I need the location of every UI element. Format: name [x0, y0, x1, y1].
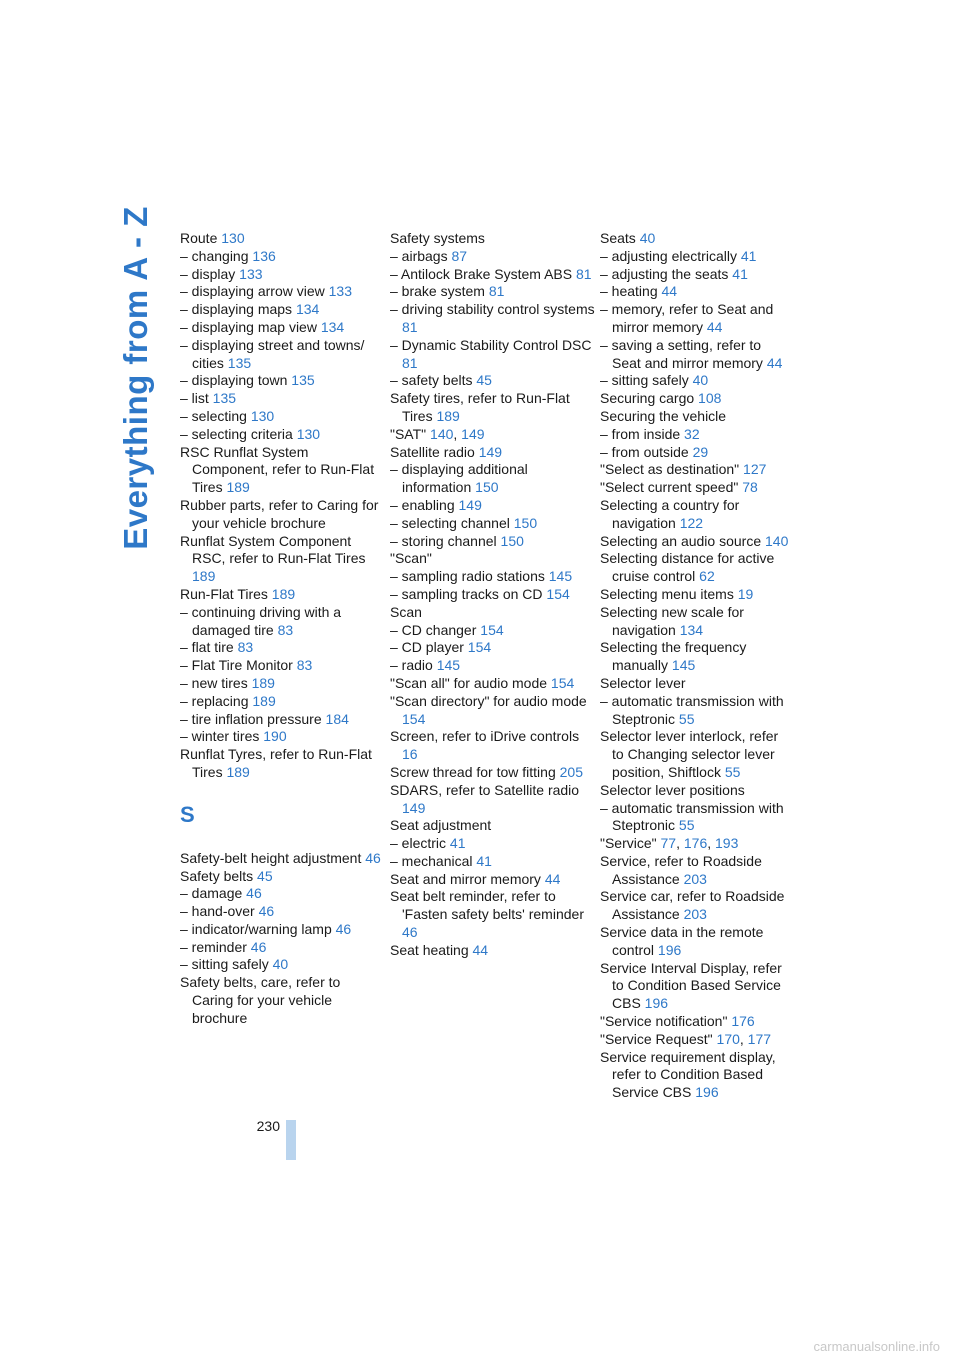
- index-column-1: [180, 230, 385, 1028]
- page-reference-link[interactable]: 189: [222, 479, 250, 496]
- index-term: Screw thread for tow fitting: [390, 763, 556, 780]
- index-term: – damage: [180, 885, 243, 902]
- index-term: Seat heating: [390, 941, 469, 958]
- index-entry: [390, 230, 595, 248]
- index-term: SDARS, refer to Satellite radio: [390, 781, 580, 798]
- index-entry: [600, 800, 792, 836]
- index-term: – display: [180, 265, 236, 282]
- page-reference-link[interactable]: 170: [712, 1030, 740, 1047]
- index-entry: [180, 408, 385, 426]
- index-term: – indicator/warning lamp: [180, 920, 332, 937]
- index-entry: [180, 956, 385, 974]
- page-reference-link[interactable]: 41: [472, 852, 492, 869]
- page-reference-link[interactable]: 46: [242, 885, 262, 902]
- index-entry: [600, 266, 792, 284]
- index-entry: [600, 337, 792, 373]
- page-number: 230: [256, 1118, 280, 1134]
- index-term: – displaying arrow view: [180, 283, 325, 300]
- page-reference-link[interactable]: 196: [640, 995, 669, 1012]
- index-entry: [600, 960, 792, 1013]
- index-term: – hand-over: [180, 903, 255, 920]
- page-reference-link[interactable]: 176: [679, 835, 708, 852]
- page-reference-link[interactable]: 184: [321, 710, 349, 727]
- page-reference-link[interactable]: 203: [679, 906, 707, 923]
- index-entry: [390, 283, 595, 301]
- index-entry: [390, 266, 595, 284]
- index-entry: [600, 408, 792, 426]
- page-reference-link[interactable]: 154: [547, 674, 575, 691]
- index-entry: [390, 693, 595, 729]
- index-entry: [390, 728, 595, 764]
- index-entry: [180, 974, 385, 1027]
- page-reference-link[interactable]: 45: [253, 867, 273, 884]
- index-entry: [180, 921, 385, 939]
- index-entry: [600, 604, 792, 640]
- index-term: – CD player: [390, 639, 464, 656]
- index-term: "Select as destination": [600, 461, 740, 478]
- index-entry: [180, 604, 385, 640]
- page-ref-separator: ,: [676, 835, 680, 852]
- page-reference-link[interactable]: 140: [426, 425, 454, 442]
- index-entry: [600, 444, 792, 462]
- index-term: – from inside: [600, 425, 681, 442]
- index-term: Run-Flat Tires: [180, 585, 268, 602]
- index-column-3: [600, 230, 792, 1102]
- index-term: RSC Runflat System Component, refer to Run-Flat Tires: [180, 443, 375, 496]
- index-entry: [180, 230, 385, 248]
- watermark: carmanualsonline.info: [813, 1339, 940, 1354]
- index-entry: [390, 639, 595, 657]
- page-reference-link[interactable]: 40: [635, 230, 656, 246]
- index-term: – adjusting the seats: [600, 265, 729, 282]
- index-entry: [180, 319, 385, 337]
- page-reference-link[interactable]: 46: [402, 924, 418, 941]
- index-term: – CD changer: [390, 621, 477, 638]
- page-reference-link[interactable]: 145: [432, 657, 461, 674]
- index-entry: [390, 764, 595, 782]
- page-reference-link[interactable]: 133: [324, 283, 352, 300]
- page-reference-link[interactable]: 149: [457, 425, 485, 442]
- page-reference-link[interactable]: 108: [694, 390, 722, 407]
- page-reference-link[interactable]: 196: [691, 1084, 719, 1101]
- index-entry: [390, 515, 595, 533]
- index-column-2: [390, 230, 595, 960]
- index-term: – continuing driving with a damaged tire: [180, 603, 342, 638]
- index-entry: [600, 888, 792, 924]
- page-reference-link[interactable]: 44: [657, 283, 678, 300]
- page-reference-link[interactable]: 44: [762, 354, 783, 371]
- index-entry: [180, 639, 385, 657]
- page-reference-link[interactable]: 149: [454, 496, 482, 513]
- index-entry: [180, 746, 385, 782]
- index-entry: [600, 1013, 792, 1031]
- index-term: – reminder: [180, 938, 247, 955]
- index-term: Selecting distance for active cruise control: [600, 550, 775, 585]
- section-letter: S: [180, 801, 195, 827]
- index-entry: [180, 444, 385, 497]
- index-term: Safety tires, refer to Run-Flat Tires: [390, 390, 570, 424]
- index-entry: [600, 479, 792, 497]
- index-term: Service Interval Display, refer to Condition Based Service CBS: [600, 959, 782, 1012]
- index-term: Selecting an audio source: [600, 532, 762, 549]
- page-number-bar: [286, 1120, 296, 1160]
- index-term: – tire inflation pressure: [180, 710, 322, 727]
- index-term: Safety belts, care, refer to Caring for your vehicle brochure: [180, 974, 341, 1026]
- index-entry: [390, 461, 595, 497]
- index-term: – sitting safely: [180, 956, 269, 973]
- page-reference-link[interactable]: 45: [472, 372, 492, 389]
- index-term: – sampling tracks on CD: [390, 585, 543, 602]
- index-term: Seats: [600, 230, 636, 246]
- index-entry: [390, 622, 595, 640]
- index-term: – storing channel: [390, 532, 497, 549]
- index-term: "Service": [600, 835, 657, 852]
- index-entry: [600, 390, 792, 408]
- index-term: – displaying map view: [180, 318, 317, 335]
- page-reference-link[interactable]: 29: [688, 443, 709, 460]
- page-reference-link[interactable]: 130: [217, 230, 245, 246]
- page-reference-link[interactable]: 19: [733, 585, 754, 602]
- index-entry: [180, 868, 385, 886]
- index-entry: [390, 301, 595, 337]
- index-term: Scan: [390, 603, 422, 620]
- page-reference-link[interactable]: 77: [656, 835, 677, 852]
- index-term: – Flat Tire Monitor: [180, 657, 293, 674]
- page-reference-link[interactable]: 189: [192, 568, 216, 585]
- index-term: Securing cargo: [600, 390, 695, 407]
- index-term: Rubber parts, refer to Caring for your vehicle brochure: [180, 496, 379, 531]
- page-reference-link[interactable]: 196: [654, 941, 682, 958]
- page-reference-link[interactable]: 150: [496, 532, 524, 549]
- index-entry: [390, 942, 595, 960]
- index-term: – automatic transmission with Steptronic: [600, 692, 784, 727]
- index-term: "Select current speed": [600, 479, 739, 496]
- page-reference-link[interactable]: 154: [542, 585, 570, 602]
- index-term: Satellite radio: [390, 443, 475, 460]
- index-term: Seat belt reminder, refer to 'Fasten safety belts' reminder: [390, 888, 584, 923]
- index-entry: [390, 871, 595, 889]
- index-term: Selecting a country for navigation: [600, 496, 740, 531]
- index-entry: [390, 604, 595, 622]
- index-entry: [180, 283, 385, 301]
- page-reference-link[interactable]: 46: [246, 938, 267, 955]
- page-reference-link[interactable]: 140: [761, 532, 789, 549]
- index-entry: [390, 853, 595, 871]
- index-entry: [600, 301, 792, 337]
- index-entry: [600, 835, 792, 853]
- index-term: "SAT": [390, 425, 427, 442]
- page-reference-link[interactable]: 149: [402, 799, 426, 816]
- index-term: – sitting safely: [600, 372, 689, 389]
- index-term: – automatic transmission with Steptronic: [600, 799, 784, 834]
- index-term: Seat and mirror memory: [390, 870, 541, 887]
- index-entry: [180, 390, 385, 408]
- index-term: Selector lever: [600, 674, 686, 691]
- page-reference-link[interactable]: 83: [233, 639, 254, 656]
- page-reference-link[interactable]: 46: [331, 920, 352, 937]
- page-reference-link[interactable]: 127: [739, 461, 767, 478]
- index-term: Safety systems: [390, 230, 485, 246]
- index-entry: [180, 657, 385, 675]
- page-reference-link[interactable]: 205: [555, 763, 583, 780]
- index-term: – from outside: [600, 443, 689, 460]
- index-term: – Antilock Brake System ABS: [390, 265, 573, 282]
- index-term: – list: [180, 390, 209, 407]
- page-reference-link[interactable]: 145: [668, 657, 696, 674]
- index-entry: [600, 782, 792, 800]
- page-reference-link[interactable]: 81: [484, 283, 505, 300]
- index-entry: [600, 1049, 792, 1102]
- index-entry: [180, 885, 385, 903]
- index-term: – memory, refer to Seat and mirror memory: [600, 301, 774, 335]
- index-entry: [600, 497, 792, 533]
- index-term: "Scan directory" for audio mode: [390, 692, 587, 709]
- index-term: – heating: [600, 283, 658, 300]
- index-term: – radio: [390, 657, 433, 674]
- index-entry: [180, 426, 385, 444]
- index-entry: [600, 924, 792, 960]
- page-reference-link[interactable]: 154: [463, 639, 492, 656]
- page-reference-link[interactable]: 87: [447, 247, 468, 264]
- index-term: Seat adjustment: [390, 817, 492, 834]
- index-entry: [600, 248, 792, 266]
- index-entry: [390, 888, 595, 941]
- index-term: – driving stability control systems: [390, 301, 595, 318]
- page-reference-link[interactable]: 135: [208, 390, 237, 407]
- page-reference-link[interactable]: 44: [540, 870, 561, 887]
- index-entry: [390, 568, 595, 586]
- page-reference-link[interactable]: 55: [720, 763, 741, 780]
- page-reference-link[interactable]: 40: [268, 956, 289, 973]
- page-reference-link[interactable]: 189: [267, 585, 296, 602]
- index-term: – brake system: [390, 283, 485, 300]
- index-entry: [600, 550, 792, 586]
- page-ref-separator: ,: [739, 1030, 744, 1047]
- page-reference-link[interactable]: 55: [675, 817, 695, 834]
- index-term: "Service notification": [600, 1013, 728, 1030]
- index-entry: [390, 372, 595, 390]
- index-entry: [390, 248, 595, 266]
- index-entry: [180, 711, 385, 729]
- index-entry: [600, 675, 792, 693]
- index-term: – displaying maps: [180, 301, 293, 318]
- page-ref-separator: ,: [707, 835, 712, 852]
- index-entry: [600, 639, 792, 675]
- index-term: Selecting new scale for navigation: [600, 603, 744, 638]
- index-term: – replacing: [180, 692, 249, 709]
- page-ref-separator: ,: [453, 425, 458, 442]
- index-entry: [600, 728, 792, 781]
- index-entry: [390, 550, 595, 568]
- index-term: Service car, refer to Roadside Assistance: [600, 888, 785, 923]
- page-reference-link[interactable]: 189: [247, 674, 275, 691]
- page-reference-link[interactable]: 44: [703, 318, 723, 335]
- page-reference-link[interactable]: 149: [474, 443, 503, 460]
- index-entry: [600, 461, 792, 479]
- page-reference-link[interactable]: 130: [292, 425, 321, 442]
- index-entry: [180, 693, 385, 711]
- side-section-title: [113, 206, 158, 550]
- index-entry: [180, 675, 385, 693]
- index-term: – electric: [390, 835, 447, 852]
- page-reference-link[interactable]: 150: [471, 479, 499, 496]
- index-term: Safety-belt height adjustment: [180, 849, 362, 866]
- index-term: – selecting channel: [390, 514, 510, 531]
- page-reference-link[interactable]: 32: [680, 425, 700, 442]
- index-term: – safety belts: [390, 372, 473, 389]
- index-term: – adjusting electrically: [600, 247, 737, 264]
- page-reference-link[interactable]: 134: [292, 301, 320, 318]
- index-term: Securing the vehicle: [600, 407, 727, 424]
- index-entry: [390, 337, 595, 373]
- index-entry: [600, 230, 792, 248]
- index-term: – displaying additional information: [390, 461, 528, 496]
- page-reference-link[interactable]: 122: [675, 514, 704, 531]
- index-term: "Scan all" for audio mode: [390, 674, 548, 691]
- page-reference-link[interactable]: 81: [402, 318, 418, 335]
- index-entry: [180, 372, 385, 390]
- page-reference-link[interactable]: 130: [246, 407, 275, 424]
- index-entry: [390, 444, 595, 462]
- page-reference-link[interactable]: 190: [259, 728, 287, 745]
- index-term: – winter tires: [180, 728, 260, 745]
- page-reference-link[interactable]: 16: [402, 746, 418, 763]
- index-term: "Scan": [390, 550, 432, 567]
- page-reference-link[interactable]: 135: [287, 372, 315, 389]
- page-reference-link[interactable]: 44: [468, 941, 489, 958]
- index-entry: [390, 390, 595, 426]
- page-reference-link[interactable]: 40: [688, 372, 709, 389]
- index-entry: [180, 903, 385, 921]
- index-entry: [180, 497, 385, 533]
- index-entry: [600, 533, 792, 551]
- index-term: – saving a setting, refer to Seat and mirror memory: [600, 336, 763, 371]
- index-entry: [180, 301, 385, 319]
- page-reference-link[interactable]: 193: [711, 835, 739, 852]
- page-reference-link[interactable]: 154: [476, 621, 504, 638]
- page-reference-link[interactable]: 83: [292, 657, 313, 674]
- page-reference-link[interactable]: 145: [544, 568, 573, 585]
- page-reference-link[interactable]: 78: [738, 479, 758, 496]
- index-entry: [180, 586, 385, 604]
- index-entry: [390, 657, 595, 675]
- index-term: Selector lever interlock, refer to Changing selector lever position, Shiftlock: [600, 728, 779, 780]
- index-entry: [180, 728, 385, 746]
- index-entry: [390, 835, 595, 853]
- index-entry: [390, 586, 595, 604]
- index-entry: [390, 426, 595, 444]
- page-reference-link[interactable]: 135: [223, 354, 252, 371]
- page-reference-link[interactable]: 81: [402, 354, 418, 371]
- index-term: – flat tire: [180, 639, 234, 656]
- index-term: – Dynamic Stability Control DSC: [390, 336, 592, 353]
- page-reference-link[interactable]: 81: [572, 265, 592, 282]
- page-reference-link[interactable]: 134: [675, 621, 704, 638]
- page-reference-link[interactable]: 41: [728, 265, 748, 282]
- index-term: Runflat System Component RSC, refer to Run-Flat Tires: [180, 532, 366, 567]
- index-term: Route: [180, 230, 218, 246]
- index-entry: [180, 533, 385, 586]
- page-reference-link[interactable]: 150: [509, 514, 538, 531]
- page-reference-link[interactable]: 154: [402, 710, 426, 727]
- page-reference-link[interactable]: 55: [675, 710, 695, 727]
- page-reference-link[interactable]: 136: [248, 247, 276, 264]
- index-entry: [180, 850, 385, 868]
- index-entry: [390, 817, 595, 835]
- page-reference-link[interactable]: 176: [727, 1013, 755, 1030]
- page-reference-link[interactable]: 41: [446, 835, 466, 852]
- index-entry: [180, 337, 385, 373]
- index-term: "Service Request": [600, 1030, 713, 1047]
- index-entry: [600, 372, 792, 390]
- page-reference-link[interactable]: 189: [248, 692, 276, 709]
- page-reference-link[interactable]: 134: [316, 318, 345, 335]
- index-entry: [390, 497, 595, 515]
- index-term: Service, refer to Roadside Assistance: [600, 852, 762, 887]
- index-term: Selector lever positions: [600, 781, 745, 798]
- index-entry: [180, 266, 385, 284]
- page-reference-link[interactable]: 203: [679, 870, 707, 887]
- index-term: Screen, refer to iDrive controls: [390, 728, 580, 745]
- page-reference-link[interactable]: 62: [695, 568, 715, 585]
- index-entry: [390, 533, 595, 551]
- side-title-text: Everything from A - Z: [116, 206, 154, 550]
- index-term: – changing: [180, 247, 249, 264]
- index-term: Selecting the frequency manually: [600, 639, 747, 674]
- index-entry: [600, 426, 792, 444]
- index-entry: [600, 853, 792, 889]
- index-term: – enabling: [390, 496, 455, 513]
- index-term: – selecting: [180, 407, 247, 424]
- index-term: – mechanical: [390, 852, 473, 869]
- index-term: – airbags: [390, 247, 448, 264]
- index-term: – displaying street and towns/ cities: [180, 336, 365, 371]
- index-entry: [600, 283, 792, 301]
- index-term: Service requirement display, refer to Condition Based Service CBS: [600, 1048, 776, 1101]
- page-reference-link[interactable]: 46: [254, 903, 275, 920]
- page-reference-link[interactable]: 189: [222, 763, 250, 780]
- index-term: Service data in the remote control: [600, 924, 764, 958]
- index-term: – sampling radio stations: [390, 568, 545, 585]
- index-entry: [390, 782, 595, 818]
- index-term: – new tires: [180, 674, 248, 691]
- index-term: Runflat Tyres, refer to Run-Flat Tires: [180, 746, 372, 780]
- index-term: Selecting menu items: [600, 585, 734, 602]
- page-reference-link[interactable]: 46: [361, 849, 381, 866]
- index-entry: [600, 1031, 792, 1049]
- page-reference-link[interactable]: 83: [273, 621, 294, 638]
- index-entry: [180, 248, 385, 266]
- page-reference-link[interactable]: 41: [736, 247, 757, 264]
- page-reference-link[interactable]: 133: [235, 265, 263, 282]
- index-term: – selecting criteria: [180, 425, 293, 442]
- index-entry: [180, 939, 385, 957]
- page-reference-link[interactable]: 177: [743, 1030, 772, 1047]
- index-entry: [600, 693, 792, 729]
- index-term: Safety belts: [180, 867, 254, 884]
- index-entry: [600, 586, 792, 604]
- index-entry: [390, 675, 595, 693]
- page-reference-link[interactable]: 189: [432, 407, 460, 424]
- index-term: – displaying town: [180, 372, 288, 389]
